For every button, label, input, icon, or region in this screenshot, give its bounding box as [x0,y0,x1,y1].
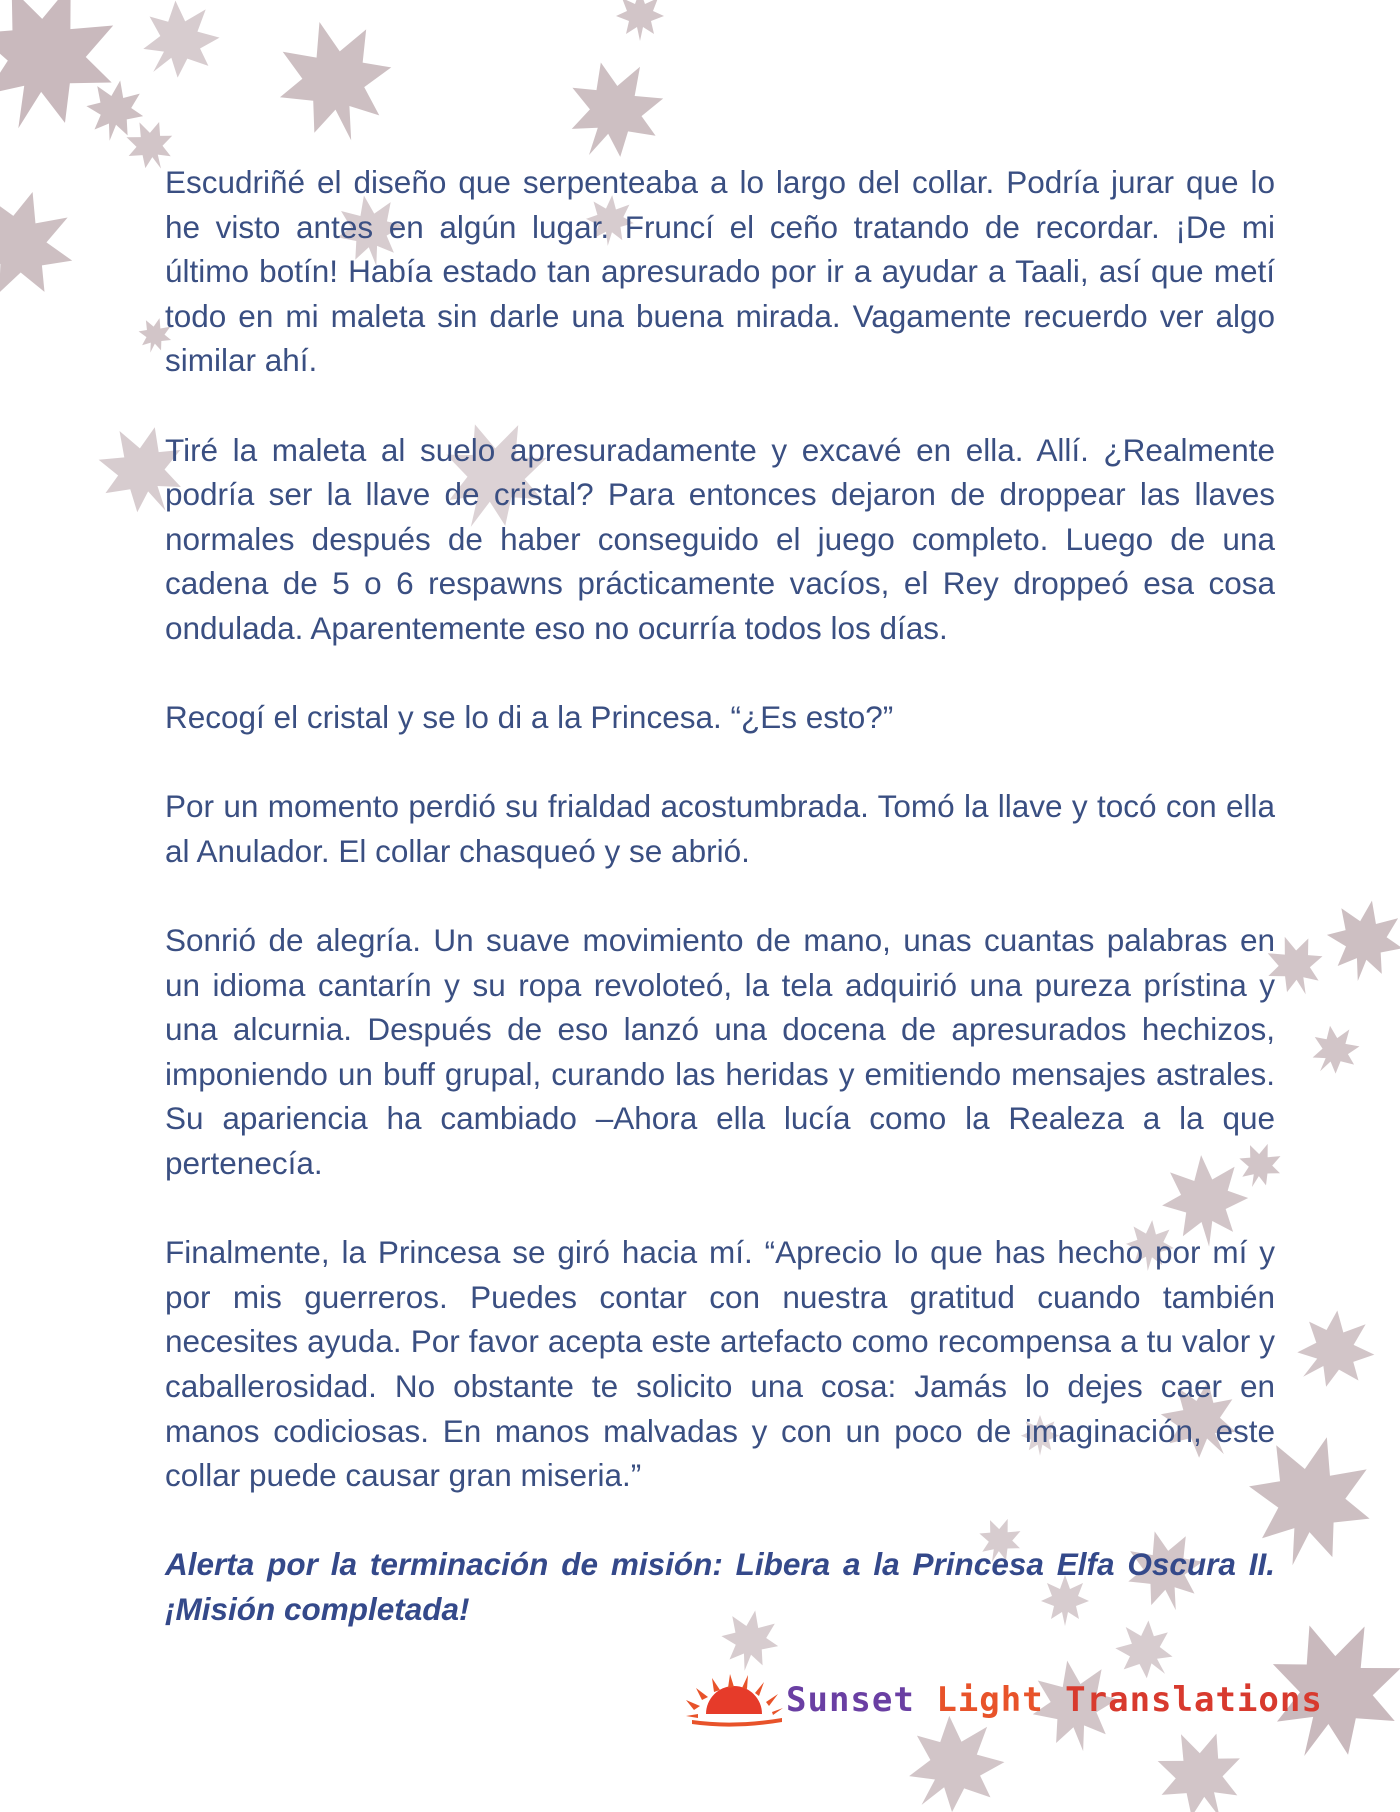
maple-leaf-icon [81,75,148,145]
logo-text [786,1680,1323,1720]
maple-leaf-icon [124,0,235,97]
paragraph: Finalmente, la Princesa se giró hacia mí. “Aprecio lo que has hecho por mí y por mis guerreros. Puedes contar con nuestra gratitud cuando también necesites ayuda. Por favor acepta este artefacto como recompensa a tu valor y caballerosidad. No obstante te solicito una cosa: Jamás lo dejes caer en manos codiciosas. En manos malvadas y con un poco de imaginación, este collar puede causar gran miseria.” [165,1234,1275,1494]
document-body [165,160,1275,1632]
rising-sun-icon [684,1670,784,1730]
paragraph: Sonrió de alegría. Un suave movimiento de mano, unas cuantas palabras en un idioma cantarín y su ropa revoloteó, la tela adquirió una pureza prístina y una alcurnia. Después de eso lanzó una docena de apresurados hechizos, imponiendo un buff grupal, curando las heridas y emitiendo mensajes astrales. Su apariencia ha cambiado –Ahora ella lucía como la Realeza a la que pertenecía. [165,922,1275,1182]
paragraph: Tiré la maleta al suelo apresuradamente y excavé en ella. Allí. ¿Realmente podría ser la llave de cristal? Para entonces dejaron de droppear las llaves normales después de haber conseguido el juego completo. Luego de una cadena de 5 o 6 respawns prácticamente vacíos, el Rey droppeó esa cosa ondulada. Aparentemente eso no ocurría todos los días. [165,431,1275,646]
maple-leaf-icon [1320,894,1400,988]
maple-leaf-icon [547,43,681,179]
quest-alert: Alerta por la terminación de misión: Libera a la Princesa Elfa Oscura II. ¡Misión completada! [165,1546,1275,1627]
paragraph: Recogí el cristal y se lo di a la Princesa. “¿Es esto?” [165,699,894,736]
maple-leaf-icon [0,0,138,153]
maple-leaf-icon [1278,1295,1390,1406]
maple-leaf-icon [1300,1016,1369,1085]
logo-word-light: Light [936,1680,1044,1720]
maple-leaf-icon [616,0,664,41]
maple-leaf-icon [1142,1716,1259,1812]
paragraph: Escudriñé el diseño que serpenteaba a lo largo del collar. Podría jurar que lo he visto antes en algún lugar. Fruncí el ceño tratando de recordar. ¡De mi último botín! Había estado tan apresurado por ir a ayudar a Taali, así que metí todo en mi maleta sin darle una buena mirada. Vagamente recuerdo ver algo similar ahí. [165,164,1275,379]
paragraph: Por un momento perdió su frialdad acostumbrada. Tomó la llave y tocó con ella al Anulador. El collar chasqueó y se abrió. [165,788,1275,869]
logo-word-translations: Translations [1065,1680,1323,1720]
maple-leaf-icon [0,172,94,320]
translator-logo [684,1670,1323,1730]
maple-leaf-icon [264,7,407,155]
logo-word-sunset: Sunset [786,1680,915,1720]
